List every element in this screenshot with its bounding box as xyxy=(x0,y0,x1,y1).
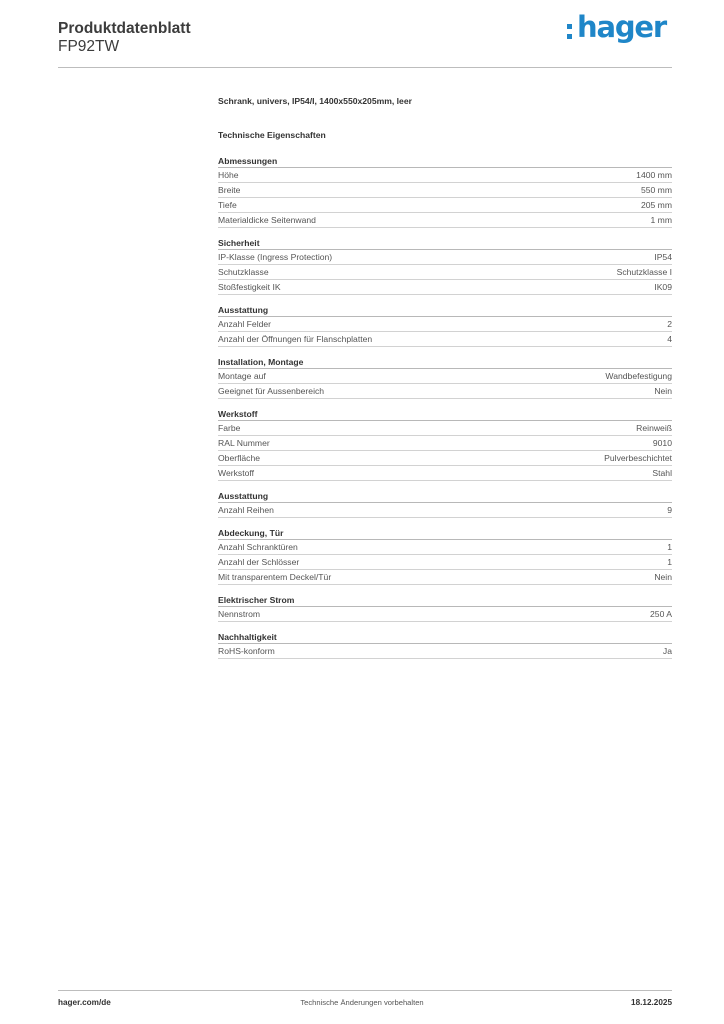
property-row xyxy=(218,503,672,518)
footer-date: 18.12.2025 xyxy=(631,998,672,1007)
property-label: Geeignet für Aussenbereich xyxy=(218,386,325,396)
property-row xyxy=(218,466,672,481)
property-section xyxy=(218,631,672,659)
property-label: RoHS-konform xyxy=(218,646,275,656)
property-label: Anzahl Schranktüren xyxy=(218,542,298,552)
product-description: Schrank, univers, IP54/I, 1400x550x205mm, leer xyxy=(218,96,412,106)
property-label: Farbe xyxy=(218,423,241,433)
footer-website[interactable]: hager.com/de xyxy=(58,998,111,1007)
property-value: Schutzklasse I xyxy=(616,267,672,277)
section-title: Abmessungen xyxy=(218,155,672,168)
property-label: Breite xyxy=(218,185,241,195)
section-title: Werkstoff xyxy=(218,408,672,421)
property-value: 1 xyxy=(667,557,672,567)
property-value: 1 xyxy=(667,542,672,552)
property-row xyxy=(218,555,672,570)
property-value: 2 xyxy=(667,319,672,329)
property-row xyxy=(218,644,672,659)
property-row xyxy=(218,213,672,228)
property-label: Werkstoff xyxy=(218,468,254,478)
property-value: 1 mm xyxy=(650,215,672,225)
property-value: Nein xyxy=(654,572,672,582)
section-title: Ausstattung xyxy=(218,490,672,503)
section-title: Sicherheit xyxy=(218,237,672,250)
property-label: Montage auf xyxy=(218,371,266,381)
property-row xyxy=(218,540,672,555)
property-row xyxy=(218,198,672,213)
property-value: Reinweiß xyxy=(636,423,672,433)
property-row xyxy=(218,250,672,265)
section-title: Ausstattung xyxy=(218,304,672,317)
property-value: IK09 xyxy=(654,282,672,292)
section-title: Nachhaltigkeit xyxy=(218,631,672,644)
property-section xyxy=(218,490,672,518)
property-row xyxy=(218,317,672,332)
property-section xyxy=(218,304,672,347)
property-value: 550 mm xyxy=(640,185,672,195)
property-label: Tiefe xyxy=(218,200,237,210)
footer-divider xyxy=(58,990,672,991)
property-label: Stoßfestigkeit IK xyxy=(218,282,281,292)
properties-heading: Technische Eigenschaften xyxy=(218,130,326,140)
header-divider xyxy=(58,67,672,68)
page-title: Produktdatenblatt xyxy=(58,20,191,37)
property-value: IP54 xyxy=(654,252,672,262)
property-label: RAL Nummer xyxy=(218,438,270,448)
product-code: FP92TW xyxy=(58,38,120,55)
footer-notice: Technische Änderungen vorbehalten xyxy=(300,998,424,1007)
property-value: 205 mm xyxy=(640,200,672,210)
property-row xyxy=(218,436,672,451)
property-section xyxy=(218,408,672,481)
property-value: 9010 xyxy=(652,438,672,448)
logo-dot-lower xyxy=(567,34,572,39)
property-value: 9 xyxy=(667,505,672,515)
property-value: Ja xyxy=(662,646,672,656)
property-label: Höhe xyxy=(218,170,239,180)
property-label: Oberfläche xyxy=(218,453,261,463)
property-label: Nennstrom xyxy=(218,609,261,619)
property-row xyxy=(218,168,672,183)
property-value: 1400 mm xyxy=(636,170,672,180)
property-value: Stahl xyxy=(652,468,672,478)
logo-text: hager xyxy=(577,10,666,44)
property-row xyxy=(218,421,672,436)
properties-table xyxy=(218,155,672,668)
hager-logo xyxy=(567,10,667,49)
property-value: 4 xyxy=(667,334,672,344)
property-value: Pulverbeschichtet xyxy=(604,453,672,463)
property-section xyxy=(218,356,672,399)
logo-dot-upper xyxy=(567,24,572,29)
property-row xyxy=(218,280,672,295)
property-section xyxy=(218,594,672,622)
property-label: Materialdicke Seitenwand xyxy=(218,215,316,225)
property-row xyxy=(218,451,672,466)
property-value: 250 A xyxy=(650,609,672,619)
property-section xyxy=(218,237,672,295)
property-row xyxy=(218,369,672,384)
property-section xyxy=(218,527,672,585)
section-title: Elektrischer Strom xyxy=(218,594,672,607)
property-label: Anzahl der Schlösser xyxy=(218,557,300,567)
property-row xyxy=(218,265,672,280)
property-label: Mit transparentem Deckel/Tür xyxy=(218,572,332,582)
property-label: Anzahl der Öffnungen für Flanschplatten xyxy=(218,334,373,344)
property-row xyxy=(218,570,672,585)
property-row xyxy=(218,607,672,622)
property-label: IP-Klasse (Ingress Protection) xyxy=(218,252,333,262)
property-section xyxy=(218,155,672,228)
property-label: Anzahl Reihen xyxy=(218,505,274,515)
property-row xyxy=(218,332,672,347)
section-title: Abdeckung, Tür xyxy=(218,527,672,540)
property-row xyxy=(218,183,672,198)
property-value: Wandbefestigung xyxy=(605,371,672,381)
property-label: Schutzklasse xyxy=(218,267,269,277)
property-label: Anzahl Felder xyxy=(218,319,272,329)
section-title: Installation, Montage xyxy=(218,356,672,369)
property-row xyxy=(218,384,672,399)
property-value: Nein xyxy=(654,386,672,396)
